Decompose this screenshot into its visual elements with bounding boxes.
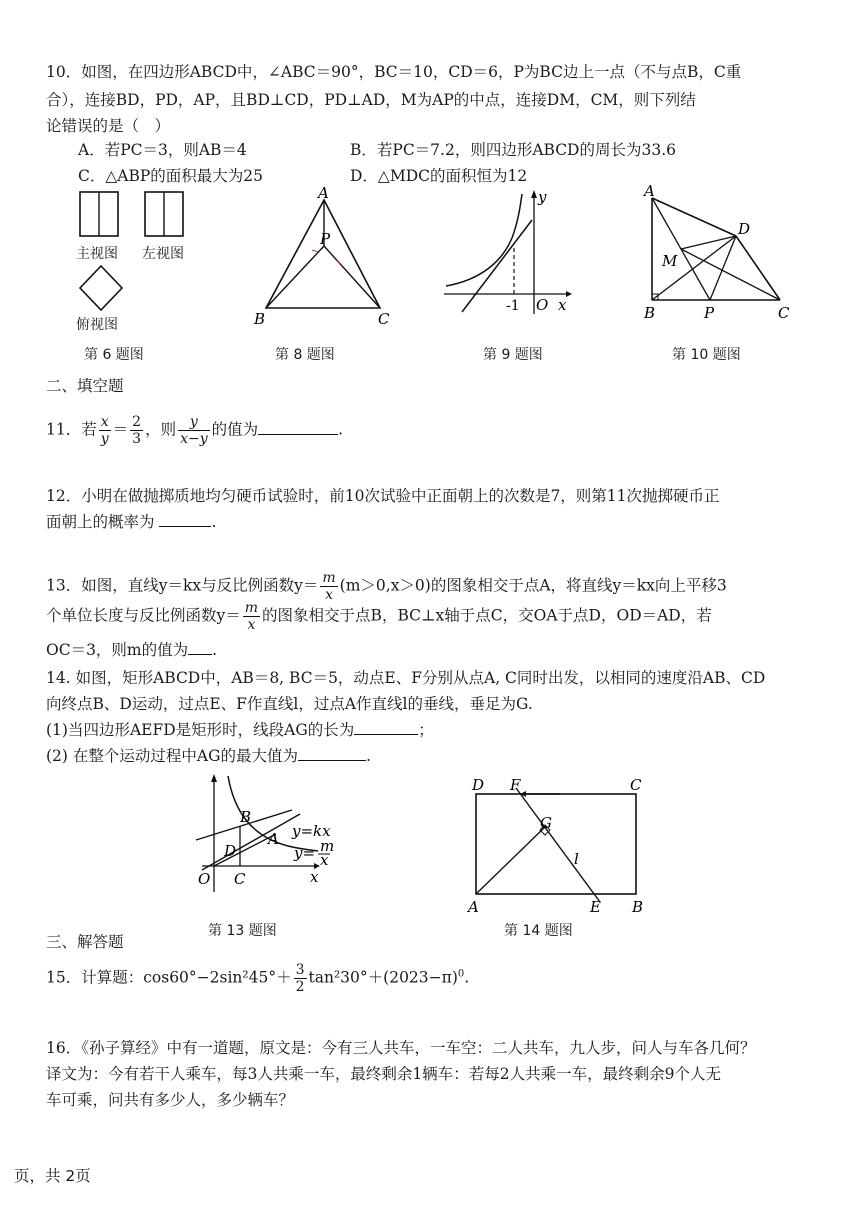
q13-answer-blank[interactable] <box>188 640 212 655</box>
fig9-label-minus1: -1 <box>506 298 520 314</box>
fig13-label-x: x <box>310 868 319 886</box>
fig14-label-l: l <box>574 850 579 868</box>
fig8-label-a: A <box>318 186 329 202</box>
page-footer: 页，共 2页 <box>14 1167 91 1185</box>
fig9-label-o: O <box>536 296 549 314</box>
top-view-diamond <box>80 266 122 310</box>
q14-line3: (1)当四边形AEFD是矩形时，线段AG的长为 ； <box>46 721 434 739</box>
fig14-label-b: B <box>632 898 644 916</box>
q10-option-b: B．若PC＝7.2，则四边形ABCD的周长为33.6 <box>350 141 677 159</box>
figure-10-caption: 第 10 题图 <box>672 347 741 363</box>
fig14-label-f: F <box>510 776 521 794</box>
q13-line3: OC＝3，则m的值为 . <box>46 641 218 659</box>
fig13-label-o: O <box>198 870 211 888</box>
section-solution-title: 三、解答题 <box>46 933 124 951</box>
q16-line2: 译文为：今有若干人乘车，每3人共乘一车，最终剩余1辆车：若每2人共乘一车，最终剩余9个人无 <box>46 1065 721 1083</box>
fig13-label-ykx: y=kx <box>292 822 331 840</box>
section-fill-in-title: 二、填空题 <box>46 377 124 395</box>
fig13-label-m-numerator: m <box>320 837 335 855</box>
q10-line3: 论错误的是（ ） <box>46 117 171 135</box>
q13-line1: 13．如图，直线y＝kx与反比例函数y＝ $\frac{m}{x}$ (m＞0,x＞0)的图象相交于点A，将直线y＝kx向上平移3 <box>46 570 727 603</box>
q14-line1: 14. 如图，矩形ABCD中，AB＝8, BC＝5，动点E、F分别从点A, C同时出发，以相同的速度沿AB、CD <box>46 669 766 687</box>
q12-answer-blank[interactable] <box>159 512 211 527</box>
figure-14-caption: 第 14 题图 <box>504 923 573 939</box>
q10-line1: 10．如图，在四边形ABCD中，∠ABC＝90°，BC＝10，CD＝6，P为BC边上一点（不与点B，C重 <box>46 63 742 81</box>
fig14-label-c: C <box>630 776 642 794</box>
q10-line2: 合），连接BD，PD，AP，且BD⊥CD，PD⊥AD，M为AP的中点，连接DM，CM，则下列结 <box>46 91 696 109</box>
figure-13-graph <box>188 770 338 900</box>
q14-part2-answer-blank[interactable] <box>298 746 366 761</box>
fig9-label-x: x <box>558 296 567 314</box>
q14-line4: (2) 在整个运动过程中AG的最大值为 . <box>46 747 371 765</box>
fig8-label-b: B <box>254 310 266 328</box>
fig10-label-c: C <box>778 304 790 322</box>
fig10-label-m: M <box>662 252 678 270</box>
fig10-label-b: B <box>644 304 656 322</box>
q16-line1: 16．《孙子算经》中有一道题，原文是：今有三人共车，一车空：二人共车，九人步，问人与车各几何？ <box>46 1039 756 1057</box>
front-view-label: 主视图 <box>76 246 118 262</box>
fig8-label-c: C <box>378 310 390 328</box>
fig9-label-y: y <box>538 188 547 206</box>
figure-6-caption: 第 6 题图 <box>84 347 144 363</box>
q15: 15．计算题：cos60°−2sin²45°＋ $\frac{3}{2}$ $\tan^230^\circ+(2023-\pi)^0$. <box>46 962 470 995</box>
fig13-label-b: B <box>240 808 252 826</box>
fig10-label-p: P <box>704 304 715 322</box>
fig13-label-c: C <box>234 870 246 888</box>
q12-line2: 面朝上的概率为 . <box>46 513 217 531</box>
q11: 11．若 $\frac{x}{y}$ ＝ $\frac{2}{3}$ ，则 $\frac{y}{x-y}$ 的值为 . <box>46 414 344 447</box>
q14-line2: 向终点B、D运动，过点E、F作直线l，过点A作直线l的垂线，垂足为G. <box>46 695 533 713</box>
figure-9-graph <box>440 186 580 326</box>
q11-answer-blank[interactable] <box>258 420 338 435</box>
fig13-label-a: A <box>268 830 279 848</box>
q10-option-a: A．若PC＝3，则AB＝4 <box>78 141 247 159</box>
fig14-label-a: A <box>468 898 479 916</box>
fig13-label-d: D <box>224 842 237 860</box>
fig8-label-p: P <box>320 230 331 248</box>
figure-14-rectangle <box>460 772 660 920</box>
q16-line3: 车可乘，问共有多少人，多少辆车？ <box>46 1091 295 1109</box>
left-view-label: 左视图 <box>142 246 184 262</box>
figure-9-caption: 第 9 题图 <box>483 347 543 363</box>
figure-8-triangle <box>248 186 403 336</box>
q10-option-d: D．△MDC的面积恒为12 <box>350 167 528 185</box>
q13-line2: 个单位长度与反比例函数y＝ $\frac{m}{x}$ 的图象相交于点B，BC⊥x轴于点C，交OA于点D，OD＝AD，若 <box>46 600 712 633</box>
fig13-label-m-denominator: x <box>320 851 329 869</box>
fig13-label-ym: y= <box>294 844 316 862</box>
q12-line1: 12．小明在做抛掷质地均匀硬币试验时，前10次试验中正面朝上的次数是7，则第11次抛掷硬币正 <box>46 487 720 505</box>
fig14-label-d: D <box>472 776 485 794</box>
top-view-label: 俯视图 <box>76 317 118 333</box>
fig10-label-d: D <box>738 220 751 238</box>
fig10-label-a: A <box>644 182 655 200</box>
fig14-label-e: E <box>590 898 601 916</box>
figure-10-quadrilateral <box>638 180 798 330</box>
figure-13-caption: 第 13 题图 <box>208 923 277 939</box>
q14-part1-answer-blank[interactable] <box>354 720 418 735</box>
q10-option-c: C．△ABP的面积最大为25 <box>78 167 264 185</box>
fig14-label-g: G <box>540 814 552 832</box>
figure-8-caption: 第 8 题图 <box>275 347 335 363</box>
